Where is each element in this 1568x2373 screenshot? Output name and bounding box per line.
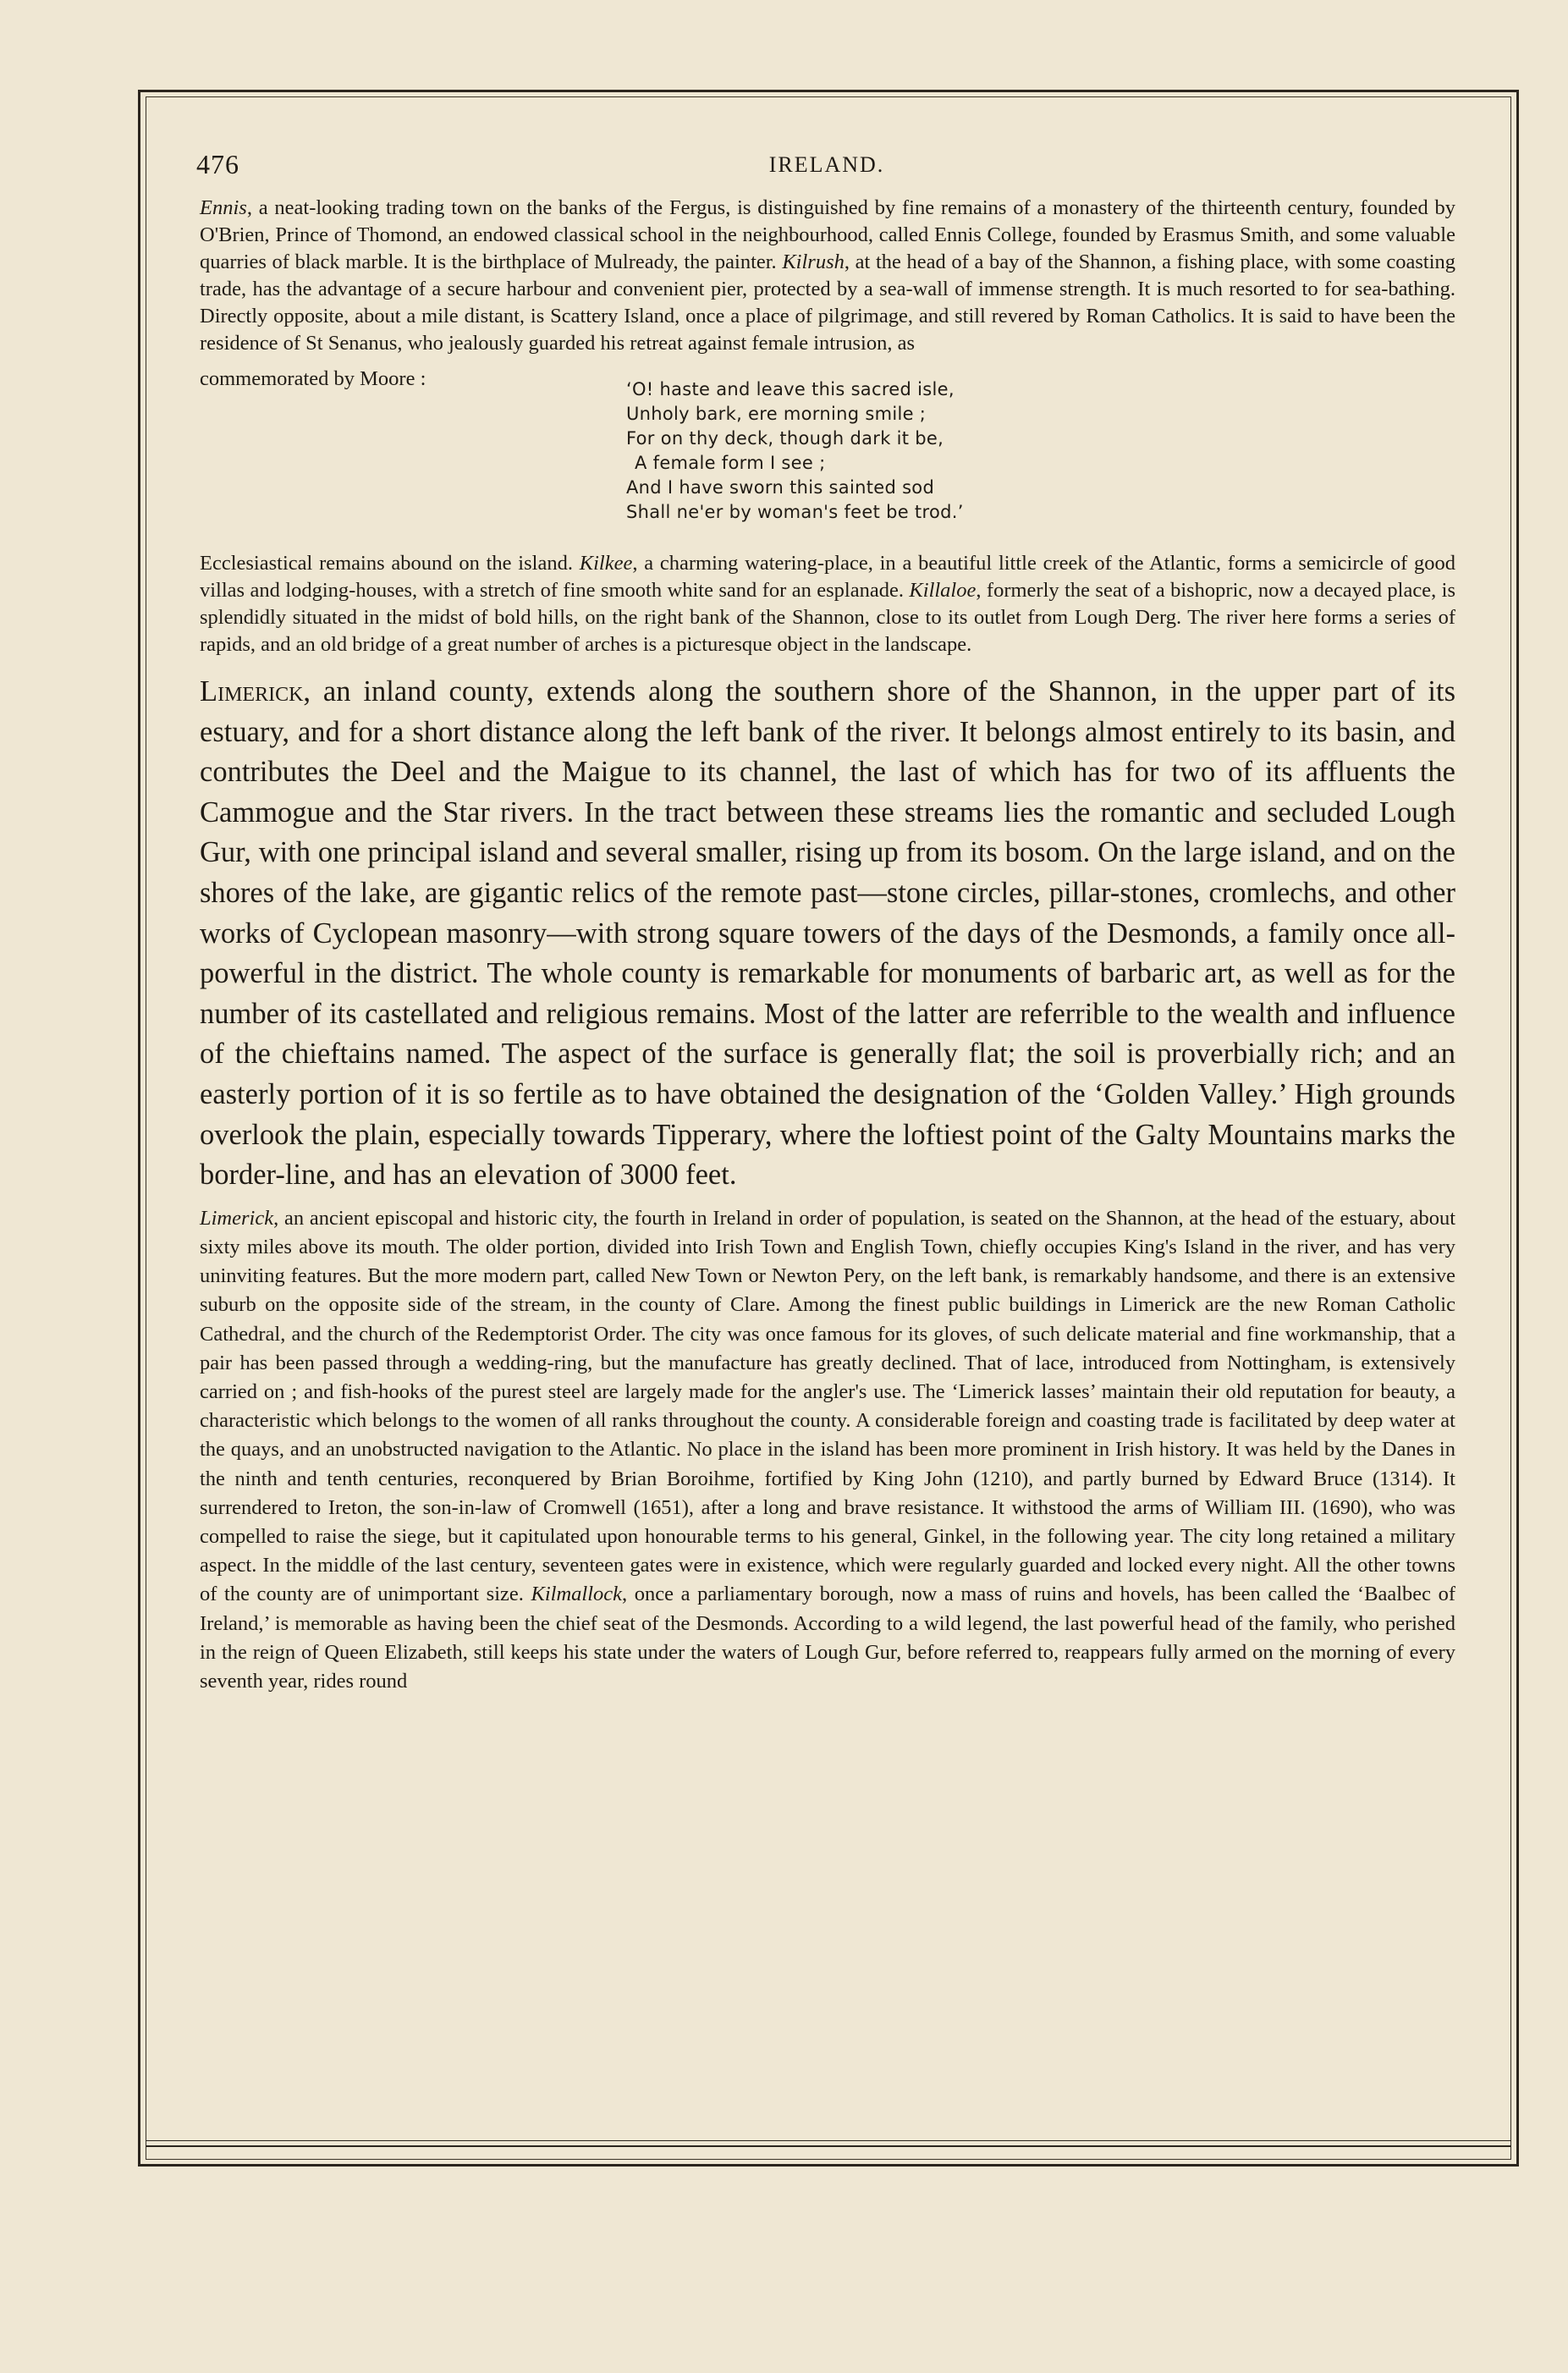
page-header <box>196 149 1457 183</box>
section-lead-limerick: Limerick <box>200 675 304 707</box>
place-name-kilrush: Kilrush <box>782 251 845 273</box>
place-name-kilmallock: Kilmallock <box>531 1583 623 1606</box>
page-body <box>200 195 1455 1696</box>
running-head: IRELAND. <box>768 152 885 177</box>
place-name-ennis: Ennis <box>200 196 247 219</box>
verse-quotation <box>200 367 1455 531</box>
paragraph-limerick-city <box>200 1204 1455 1696</box>
paragraph-ennis <box>200 195 1455 357</box>
bottom-rule <box>146 2140 1511 2141</box>
verse-line: ‘O! haste and leave this sacred isle, <box>626 379 955 399</box>
verse-line: A female form I see ; <box>635 453 826 473</box>
paragraph-text: , an inland county, extends along the southern shore of the Shannon, in the upper part of its estuary, and for a short distance along the left bank of the river. It belongs almost entirely to its basin, and contributes the Deel and the Maigue to its channel, the last of which has for two of its affluents the Cammogue and the Star rivers. In the tract between these streams lies the romantic and secluded Lough Gur, with one principal island and several smaller, rising up from its bosom. On the large island, and on the shores of the lake, are gigantic relics of the remote past—stone circles, pillar-stones, cromlechs, and other works of Cyclopean masonry—with strong square towers of the days of the Desmonds, a family once all-powerful in the district. The whole county is remarkable for monuments of barbaric art, as well as for the number of its castellated and religious remains. Most of the latter are referrible to the wealth and influence of the chieftains named. The aspect of the surface is generally flat; the soil is proverbially rich; and an easterly portion of it is so fertile as to have obtained the designation of the ‘Golden Valley.’ High grounds overlook the plain, especially towards Tipperary, where the loftiest point of the Galty Mountains marks the border-line, and has an elevation of 3000 feet. <box>200 675 1455 1192</box>
paragraph-text: , at the head of a bay of the Shannon, a fishing place, with some coasting trade, has the advantage of a secure harbour and convenient pier, protected by a sea-wall of immense strength. It is much resorted to for sea-bathing. Directly opposite, about a mile distant, is Scattery Island, once a place of pilgrimage, and still revered by Roman Catholics. It is said to have been the residence of St Senanus, who jealously guarded his retreat against female intrusion, as <box>200 251 1455 355</box>
verse-lines <box>626 377 964 525</box>
paragraph-text: Ecclesiastical remains abound on the island. <box>200 552 580 575</box>
verse-line: Unholy bark, ere morning smile ; <box>626 404 927 424</box>
place-name-limerick: Limerick <box>200 1206 274 1230</box>
verse-line: And I have sworn this sainted sod <box>626 477 935 498</box>
paragraph-text: , a neat-looking trading town on the banks of the Fergus, is distinguished by fine remains of a monastery of the thirteenth century, founded by O'Brien, Prince of Thomond, an endowed classical school in the neighbourhood, called Ennis College, founded by Erasmus Smith, and some valuable quarries of black marble. It is the birthplace of Mulready, the painter. <box>200 196 1455 273</box>
paragraph-text: , a charming watering-place, in a beautiful little creek of the Atlantic, forms a semicircle of good villas and lodging-houses, with a stretch of fine smooth white sand for an esplanade. <box>200 552 1455 602</box>
paragraph-text: , an ancient episcopal and historic city, the fourth in Ireland in order of population, is seated on the Shannon, at the head of the estuary, about sixty miles above its mouth. The older portion, divided into Irish Town and English Town, chiefly occupies King's Island in the river, and has very uninviting features. But the more modern part, called New Town or Newton Pery, on the left bank, is remarkably handsome, and there is an extensive suburb on the opposite side of the stream, in the county of Clare. Among the finest public buildings in Limerick are the new Roman Catholic Cathedral, and the church of the Redemptorist Order. The city was once famous for its gloves, of such delicate material and fine workmanship, that a pair has been passed through a wedding-ring, but the manufacture has greatly declined. That of lace, introduced from Nottingham, is extensively carried on ; and fish-hooks of the purest steel are largely made for the angler's use. The ‘Limerick lasses’ maintain their old reputation for beauty, a characteristic which belongs to the women of all ranks throughout the county. A considerable foreign and coasting trade is facilitated by deep water at the quays, and an unobstructed navigation to the Atlantic. No place in the island has been more prominent in Irish history. It was held by the Danes in the ninth and tenth centuries, reconquered by Brian Boroihme, fortified by King John (1210), and partly burned by Edward Bruce (1314). It surrendered to Ireton, the son-in-law of Cromwell (1651), after a long and brave resistance. It withstood the arms of William III. (1690), who was compelled to raise the siege, but it capitulated upon honourable terms to his general, Ginkel, in the following year. The city long retained a military aspect. In the middle of the last century, seventeen gates were in existence, which were regularly guarded and locked every night. All the other towns of the county are of unimportant size. <box>200 1206 1455 1606</box>
verse-intro: commemorated by Moore : <box>200 367 426 390</box>
page-number: 476 <box>196 149 239 179</box>
paragraph-text: , once a parliamentary borough, now a mass of ruins and hovels, has been called the ‘Baalbec of Ireland,’ is memorable as having been the chief seat of the Desmonds. According to a wild legend, the last powerful head of the family, who perished in the reign of Queen Elizabeth, still keeps his state under the waters of Lough Gur, before referred to, reappears fully armed on the morning of every seventh year, rides round <box>200 1583 1456 1693</box>
verse-line: For on thy deck, though dark it be, <box>626 428 944 449</box>
paragraph-kilkee <box>200 550 1455 658</box>
place-name-kilkee: Kilkee <box>579 552 633 575</box>
paragraph-limerick-county <box>200 672 1455 1196</box>
place-name-killaloe: Killaloe <box>909 579 977 602</box>
bottom-rule-double <box>146 2145 1511 2147</box>
paragraph-text: , formerly the seat of a bishopric, now a decayed place, is splendidly situated in the midst of bold hills, on the right bank of the Shannon, close to its outlet from Lough Derg. The river here forms a series of rapids, and an old bridge of a great number of arches is a picturesque object in the landscape. <box>200 579 1455 656</box>
verse-line: Shall ne'er by woman's feet be trod.’ <box>626 502 964 522</box>
